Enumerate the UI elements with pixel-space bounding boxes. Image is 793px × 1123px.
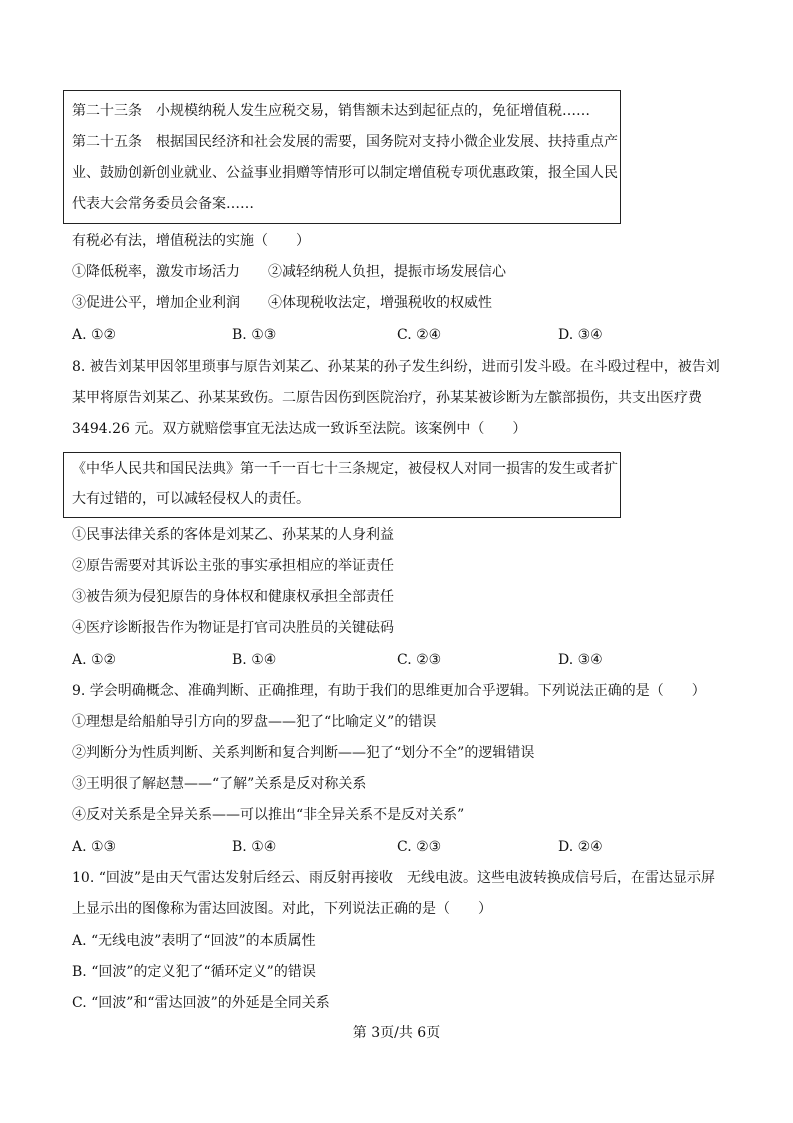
q8-item: ①民事法律关系的客体是刘某乙、孙某某的人身利益 — [72, 527, 394, 543]
q9-option-d: D. ②④ — [558, 839, 603, 855]
q8-stem-line: 某甲将原告刘某乙、孙某某致伤。二原告因伤到医院治疗，孙某某被诊断为左髌部损伤，共支出医疗费 — [72, 390, 702, 406]
q8-option-a: A. ①② — [72, 652, 117, 668]
q9-item: ④反对关系是全异关系——可以推出“非全异关系不是反对关系” — [72, 807, 465, 823]
q7-item: ③促进公平，增加企业利润 ④体现税收法定，增强税收的权威性 — [72, 295, 492, 311]
q10-option-c: C. “回波”和“雷达回波”的外延是全同关系 — [72, 995, 330, 1011]
q9-option-b: B. ①④ — [232, 839, 277, 855]
q10-stem-line: 10. “回波”是由天气雷达发射后经云、雨反射再接收 无线电波。这些电波转换成信号后，在雷达显示屏 — [72, 870, 716, 886]
q9-item: ③王明很了解赵慧——“了解”关系是反对称关系 — [72, 776, 367, 792]
q9-option-a: A. ①③ — [72, 839, 117, 855]
q10-option-a: A. “无线电波”表明了“回波”的本质属性 — [72, 933, 316, 949]
q7-item: ①降低税率，激发市场活力 ②减轻纳税人负担，提振市场发展信心 — [72, 264, 506, 280]
q8-stem-line: 3494.26 元。双方就赔偿事宜无法达成一致诉至法院。该案例中（ ） — [72, 421, 527, 437]
q8-option-b: B. ①④ — [232, 652, 277, 668]
law-excerpt-line: 第二十三条 小规模纳税人发生应税交易，销售额未达到起征点的，免征增值税…… — [72, 103, 590, 119]
q8-option-d: D. ③④ — [558, 652, 603, 668]
q9-item: ②判断分为性质判断、关系判断和复合判断——犯了“划分不全”的逻辑错误 — [72, 745, 535, 761]
q8-option-c: C. ②③ — [397, 652, 442, 668]
q7-option-d: D. ③④ — [558, 327, 603, 343]
q10-option-b: B. “回波”的定义犯了“循环定义”的错误 — [72, 964, 316, 980]
q10-stem-line: 上显示出的图像称为雷达回波图。对此，下列说法正确的是（ ） — [72, 901, 492, 917]
q7-option-b: B. ①③ — [232, 327, 277, 343]
q9-item: ①理想是给船舶导引方向的罗盘——犯了“比喻定义”的错误 — [72, 714, 437, 730]
law-excerpt-line: 代表大会常务委员会备案…… — [72, 196, 254, 212]
civil-code-excerpt-box — [63, 452, 621, 518]
law-excerpt-box — [63, 90, 621, 224]
q7-option-a: A. ①② — [72, 327, 117, 343]
q8-item: ③被告须为侵犯原告的身体权和健康权承担全部责任 — [72, 589, 394, 605]
q8-item: ②原告需要对其诉讼主张的事实承担相应的举证责任 — [72, 558, 394, 574]
q9-stem: 9. 学会明确概念、准确判断、正确推理，有助于我们的思维更加合乎逻辑。下列说法正确的是（ ） — [72, 683, 706, 699]
q7-stem: 有税必有法，增值税法的实施（ ） — [72, 233, 310, 249]
law-excerpt-line: 第二十五条 根据国民经济和社会发展的需要，国务院对支持小微企业发展、扶持重点产 — [72, 134, 618, 150]
law-excerpt-line: 业、鼓励创新创业就业、公益事业捐赠等情形可以制定增值税专项优惠政策，报全国人民 — [72, 165, 618, 181]
q7-option-c: C. ②④ — [397, 327, 442, 343]
civil-code-line: 《中华人民共和国民法典》第一千一百七十三条规定，被侵权人对同一损害的发生或者扩 — [72, 461, 618, 477]
q8-stem-line: 8. 被告刘某甲因邻里琐事与原告刘某乙、孙某某的孙子发生纠纷，进而引发斗殴。在斗殴过程中，被告刘 — [72, 359, 720, 375]
q9-option-c: C. ②③ — [397, 839, 442, 855]
civil-code-line: 大有过错的，可以减轻侵权人的责任。 — [72, 491, 310, 507]
q8-item: ④医疗诊断报告作为物证是打官司决胜员的关键砝码 — [72, 620, 394, 636]
page-number: 第 3页/共 6页 — [352, 1025, 441, 1041]
